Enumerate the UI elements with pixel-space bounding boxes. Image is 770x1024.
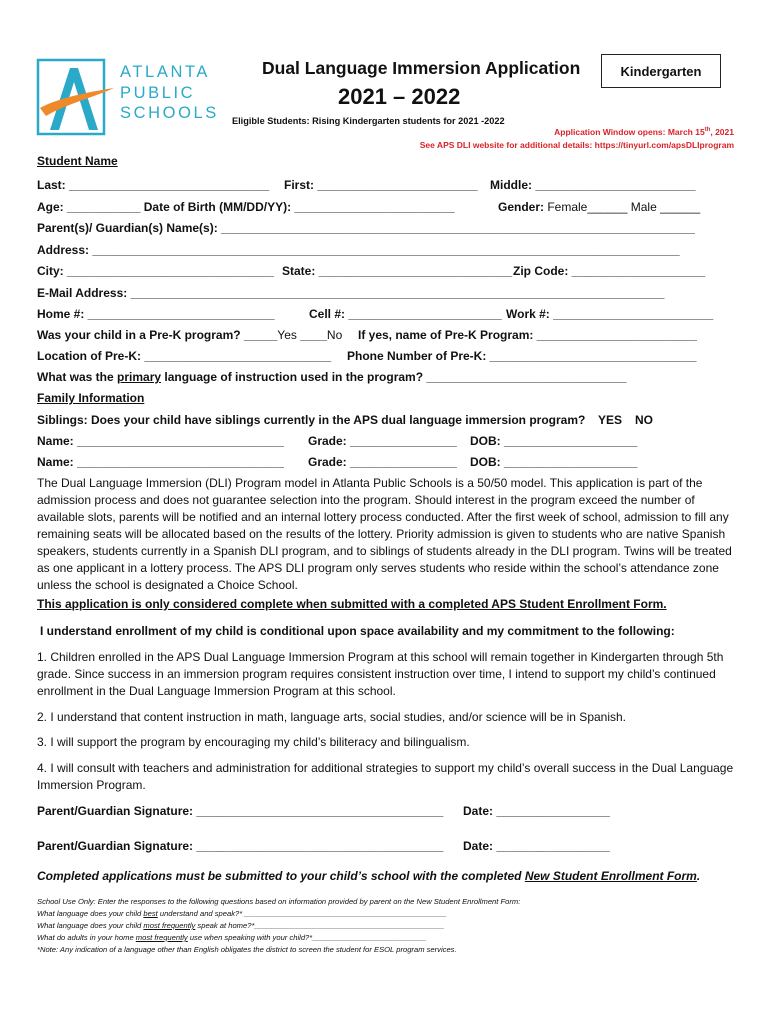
complete-application-note: This application is only considered complete when submitted with a completed APS Student Enrollment Form. <box>37 597 667 611</box>
best-language-field[interactable]: What language does your child best understand and speak?* ________________________________________________ <box>37 909 448 918</box>
guardian-signature-field[interactable]: Parent/Guardian Signature: _____________________________________ <box>37 839 444 853</box>
adult-language-field[interactable]: What do adults in your home most frequently use when speaking with your child?*___________________________ <box>37 933 427 942</box>
family-info-heading: Family Information <box>37 391 145 405</box>
home-language-field[interactable]: What language does your child most frequently speak at home?*_____________________________________________ <box>37 921 445 930</box>
student-name-heading: Student Name <box>37 154 118 168</box>
commitment-item-3: 3. I will support the program by encouraging my child’s biliteracy and bilingualism. <box>37 735 470 749</box>
parents-field[interactable]: Parent(s)/ Guardian(s) Name(s): _______________________________________________________________________ <box>37 221 695 235</box>
cell-phone-field[interactable]: Cell #: _______________________ <box>309 307 502 321</box>
sibling-grade-field[interactable]: Grade: ________________ <box>308 455 457 469</box>
home-phone-field[interactable]: Home #: ____________________________ <box>37 307 275 321</box>
first-name-field[interactable]: First: ________________________ <box>284 178 478 192</box>
dli-website-note: See APS DLI website for additional details: https://tinyurl.com/apsDLIprogram <box>419 140 734 150</box>
submission-instructions: Completed applications must be submitted to your child’s school with the completed New Student Enrollment Form. <box>37 869 701 883</box>
primary-language-field[interactable]: What was the primary language of instruction used in the program? ______________________________ <box>37 370 627 384</box>
prek-program-name-field[interactable]: If yes, name of Pre-K Program: ________________________ <box>358 328 697 342</box>
esol-note: *Note: Any indication of a language other than English obligates the district to screen the student for ESOL program services. <box>37 945 457 954</box>
siblings-no-option[interactable]: NO <box>635 413 653 427</box>
state-field[interactable]: State: _____________________________ <box>282 264 513 278</box>
commitment-item-2: 2. I understand that content instruction in math, language arts, social studies, and/or science will be in Spanish. <box>37 710 627 724</box>
commitment-item-4: 4. I will consult with teachers and administration for additional strategies to support my child’s overall success in the Dual Language Immersion Program. <box>37 761 734 792</box>
sibling-dob-field[interactable]: DOB: ____________________ <box>470 434 638 448</box>
age-dob-field[interactable]: Age: ___________ Date of Birth (MM/DD/YY): ________________________ <box>37 200 455 214</box>
prek-phone-field[interactable]: Phone Number of Pre-K: _______________________________ <box>347 349 697 363</box>
application-year: 2021 – 2022 <box>338 84 461 109</box>
work-phone-field[interactable]: Work #: ________________________ <box>506 307 714 321</box>
siblings-question: Siblings: Does your child have siblings currently in the APS dual language immersion program? <box>37 413 586 427</box>
sibling-name-field[interactable]: Name: _______________________________ <box>37 434 284 448</box>
program-description: The Dual Language Immersion (DLI) Program model in Atlanta Public Schools is a 50/50 model. This application is part of the admission process and does not guarantee selection into the program. Should interest in the program exceed the number of available slots, parents will be notified and an internal lottery process conducted. After the first week of school, admission to fill any remaining seats will be allocated based on the results of the lottery. Priority admission is given to students who are native Spanish speakers, students currently in a Spanish DLI program, and to siblings of students already in the DLI program. Twins will be treated as one applicant in a lottery process. The APS DLI program only serves students who reside within the school’s attendance zone unless the school is designated a Choice School. <box>37 476 732 592</box>
signature-date-field[interactable]: Date: _________________ <box>463 839 610 853</box>
email-field[interactable]: E-Mail Address: ________________________________________________________________________________ <box>37 286 665 300</box>
signature-date-field[interactable]: Date: _________________ <box>463 804 610 818</box>
zip-field[interactable]: Zip Code: ____________________ <box>513 264 706 278</box>
aps-logo <box>36 58 219 138</box>
sibling-dob-field[interactable]: DOB: ____________________ <box>470 455 638 469</box>
last-name-field[interactable]: Last: ______________________________ <box>37 178 270 192</box>
grade-box: Kindergarten <box>601 54 721 88</box>
school-use-instructions: School Use Only: Enter the responses to the following questions based on information provided by parent on the New Student Enrollment Form: <box>37 897 521 906</box>
siblings-yes-option[interactable]: YES <box>598 413 623 427</box>
commitment-item-1: 1. Children enrolled in the APS Dual Language Immersion Program at this school will remain together in Kindergarten through 5th grade. Since success in an immersion program requires consistent instruction over time, I intend to support my child’s continued enrollment in the Dual Language Immersion Program at this school. <box>37 650 724 698</box>
eligibility-note: Eligible Students: Rising Kindergarten students for 2021 -2022 <box>232 116 505 126</box>
school-use-only-section <box>37 896 737 956</box>
aps-logo-text: ATLANTA PUBLIC SCHOOLS <box>120 63 219 122</box>
address-field[interactable]: Address: ________________________________________________________________________________________ <box>37 243 680 257</box>
middle-name-field[interactable]: Middle: ________________________ <box>490 178 696 192</box>
guardian-signature-field[interactable]: Parent/Guardian Signature: _____________________________________ <box>37 804 444 818</box>
prek-question[interactable]: Was your child in a Pre-K program? _____Yes ____No <box>37 328 343 342</box>
gender-field[interactable]: Gender: Female______ Male ______ <box>498 200 701 214</box>
application-title: Dual Language Immersion Application <box>262 58 581 78</box>
aps-logo-mark-icon <box>36 58 116 138</box>
city-field[interactable]: City: _______________________________ <box>37 264 274 278</box>
application-window: Application Window opens: March 15th, 2021 <box>554 127 734 137</box>
prek-location-field[interactable]: Location of Pre-K: ____________________________ <box>37 349 332 363</box>
sibling-name-field[interactable]: Name: _______________________________ <box>37 455 284 469</box>
sibling-grade-field[interactable]: Grade: ________________ <box>308 434 457 448</box>
commitment-heading: I understand enrollment of my child is conditional upon space availability and my commitment to the following: <box>40 624 675 638</box>
